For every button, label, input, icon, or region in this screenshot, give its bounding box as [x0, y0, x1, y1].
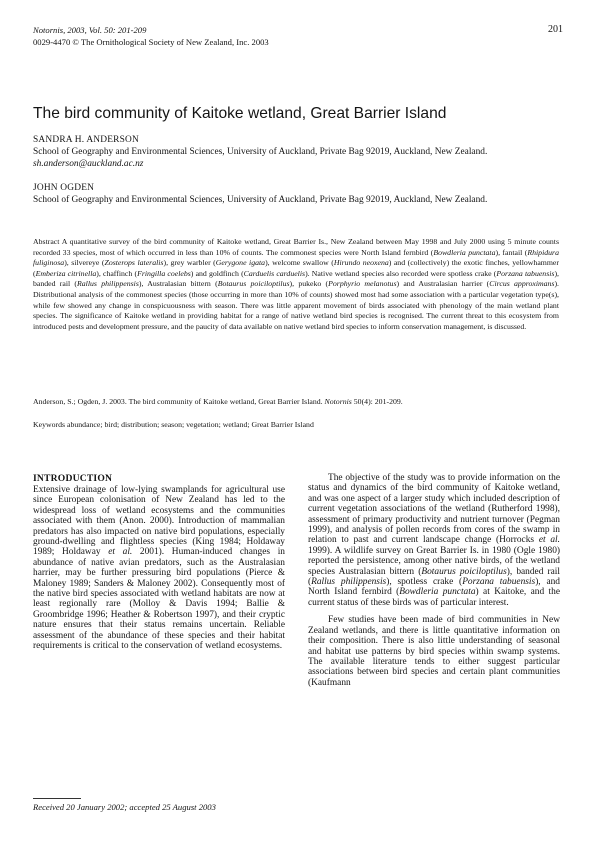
- author-affiliation: [33, 147, 559, 171]
- text-run: ) and goldfinch (: [190, 268, 244, 278]
- citation: [33, 396, 559, 407]
- intro-paragraph-1: [33, 485, 285, 652]
- footnote-rule: [33, 798, 81, 799]
- text-run: ) and (collectively) the exotic finches, yellowhammer (: [33, 258, 559, 278]
- text-run: ). Distributional analysis of the commonest species (those occurring in more than 10% of counts) showed most had some association with a particular vegetation type(s), while few showed any change in conspicuousness with season. There was little apparent movement of birds associated with phenology of the main wetland plant species. The significance of Kaitoke wetland in providing habitat for a range of native wetland bird species is recognised. The current threat to this ecosystem from introduced pests and development pressure, and the paucity of data available on native wetland bird species to inform conservation management, is discussed.: [33, 279, 559, 331]
- italic-text: Rallus philippensis: [77, 279, 139, 289]
- author-name: JOHN OGDEN: [33, 183, 95, 193]
- text-run: ), fantail (: [495, 247, 528, 257]
- right-column: [308, 473, 560, 688]
- keywords-text: abundance; bird; distribution; season; vegetation; wetland; Great Barrier Island: [67, 420, 314, 429]
- text-run: ), chaffinch (: [96, 268, 138, 278]
- journal-line: Notornis, 2003, Vol. 50: 201-209: [33, 25, 147, 35]
- keywords-label: Keywords: [33, 420, 66, 429]
- italic-text: Bowdleria punctata: [399, 587, 476, 598]
- italic-text: Botaurus poiciloptilus: [421, 566, 507, 577]
- italic-text: et al.: [538, 535, 561, 546]
- italic-text: et al.: [108, 547, 133, 558]
- italic-text: Porphyrio melanotus: [328, 279, 397, 289]
- received-date: Received 20 January 2002; accepted 25 August 2003: [33, 802, 216, 812]
- author-name: SANDRA H. ANDERSON: [33, 135, 139, 145]
- citation-journal: Notornis: [324, 397, 352, 406]
- abstract-body: [33, 237, 559, 331]
- italic-text: Emberiza citrinella: [35, 268, 97, 278]
- text-run: ), pukeko (: [289, 279, 329, 289]
- intro-paragraph-3: [308, 615, 560, 688]
- text-run: 1999). A wildlife survey on Great Barrier Is. in 1980 (Ogle 1980) reported the persistence, among other native birds, of the wetland species Australasian bittern (: [308, 545, 560, 577]
- text-run: ), banded rail (: [33, 268, 559, 289]
- text-run: ), welcome swallow (: [265, 258, 334, 268]
- text-run: 2001). Human-induced changes in abundance of native avian predators, such as the Australasian harrier, may be further pressuring bird populations (Pierce & Maloney 1989; Sanders & Maloney 2002). Consequently most of the native bird species associated with wetland habitats are now at least regionally rare (Molloy & Davis 1994; Ballie & Groombridge 1996; Heather & Robertson 1997), and their cryptic nature ensures that their status remains uncertain. Reliable assessment of the abundance of these species and their habitat requirements is critical to the conservation of wetland ecosystems.: [33, 547, 285, 652]
- section-heading: INTRODUCTION: [33, 473, 113, 484]
- text-run: Extensive drainage of low-lying swamplands for agricultural use since European colonisation of New Zealand has led to the widespread loss of wetland ecosystems and the communities associated with them (Anon. 2000). Introduction of mammalian predators has also impacted on native bird populations, especially ground-dwelling and flightless species (King 1984; Holdaway 1989; Holdaway: [33, 485, 285, 558]
- text-run: ). Native wetland species also recorded were spotless crake (: [305, 268, 497, 278]
- italic-text: Zosterops lateralis: [104, 258, 164, 268]
- text-run: ) at Kaitoke, and the current status of these birds was of particular interest.: [308, 587, 560, 608]
- abstract-label: Abstract: [33, 237, 60, 246]
- citation-volume: 50(4): 201-209.: [353, 397, 403, 406]
- article-title: The bird community of Kaitoke wetland, Great Barrier Island: [33, 105, 447, 122]
- copyright-line: 0029-4470 © The Ornithological Society of New Zealand, Inc. 2003: [33, 37, 269, 47]
- intro-paragraph-2: [308, 473, 560, 608]
- italic-text: Rhipidura fuliginosa: [33, 247, 559, 268]
- italic-text: Hirundo neoxena: [333, 258, 389, 268]
- italic-text: Porzana tabuensis: [462, 577, 536, 588]
- italic-text: Bowdleria punctata: [433, 247, 496, 257]
- text-run: ), spotless crake (: [386, 577, 463, 588]
- text-run: ), and North Island fernbird (: [308, 577, 560, 598]
- author-affiliation: School of Geography and Environmental Sciences, University of Auckland, Private Bag 92019, Auckland, New Zealand.: [33, 194, 488, 205]
- italic-text: Porzana tabuensis: [496, 268, 555, 278]
- text-run: The objective of the study was to provide information on the status and dynamics of the bird community of Kaitoke wetland, and was one aspect of a larger study which included description of current vegetation associations of the wetland (Rutherford 1998), assessment of primary productivity and nutrient turnover (Pegman 1999), and analysis of pollen records from cores of the swamp in relation to past and current landscape change (Horrocks: [308, 473, 560, 546]
- text-run: ), silvereye (: [64, 258, 105, 268]
- italic-text: Fringilla coelebs: [137, 268, 191, 278]
- text-run: ), grey warbler (: [163, 258, 216, 268]
- italic-text: Carduelis carduelis: [243, 268, 306, 278]
- text-run: ) and Australasian harrier (: [396, 279, 490, 289]
- author-block-1: [33, 135, 559, 170]
- running-header: [33, 24, 563, 48]
- abstract: [33, 237, 559, 332]
- affiliation-text: School of Geography and Environmental Sciences, University of Auckland, Private Bag 92019, Auckland, New Zealand.: [33, 146, 488, 157]
- italic-text: Rallus philippensis: [311, 577, 387, 588]
- italic-text: Circus approximans: [489, 279, 555, 289]
- text-run: Few studies have been made of bird communities in New Zealand wetlands, and there is little quantitative information on their composition. There is also little understanding of seasonal and habitat use patterns by bird species within swamp systems. The available literature tends to either suggest particular associations between bird species and certain plant communities (Kaufmann: [308, 615, 560, 688]
- page-number: 201: [548, 24, 563, 35]
- left-column: [33, 473, 285, 652]
- text-run: A quantitative survey of the bird community of Kaitoke wetland, Great Barrier Is., New Zealand between May 1998 and July 2000 using 5 minute counts recorded 33 species, most of which occurred in less than 10% of counts. The commonest species were North Island fernbird (: [33, 237, 559, 257]
- citation-text: Anderson, S.; Ogden, J. 2003. The bird community of Kaitoke wetland, Great Barrier Island.: [33, 397, 323, 406]
- author-block-2: [33, 183, 559, 207]
- text-run: ), banded rail (: [308, 566, 560, 588]
- text-run: ), Australasian bittern (: [138, 279, 218, 289]
- italic-text: Gerygone igata: [215, 258, 266, 268]
- keywords: [33, 419, 559, 430]
- author-email-link[interactable]: sh.anderson@auckland.ac.nz: [33, 158, 144, 169]
- italic-text: Botaurus poiciloptilus: [217, 279, 290, 289]
